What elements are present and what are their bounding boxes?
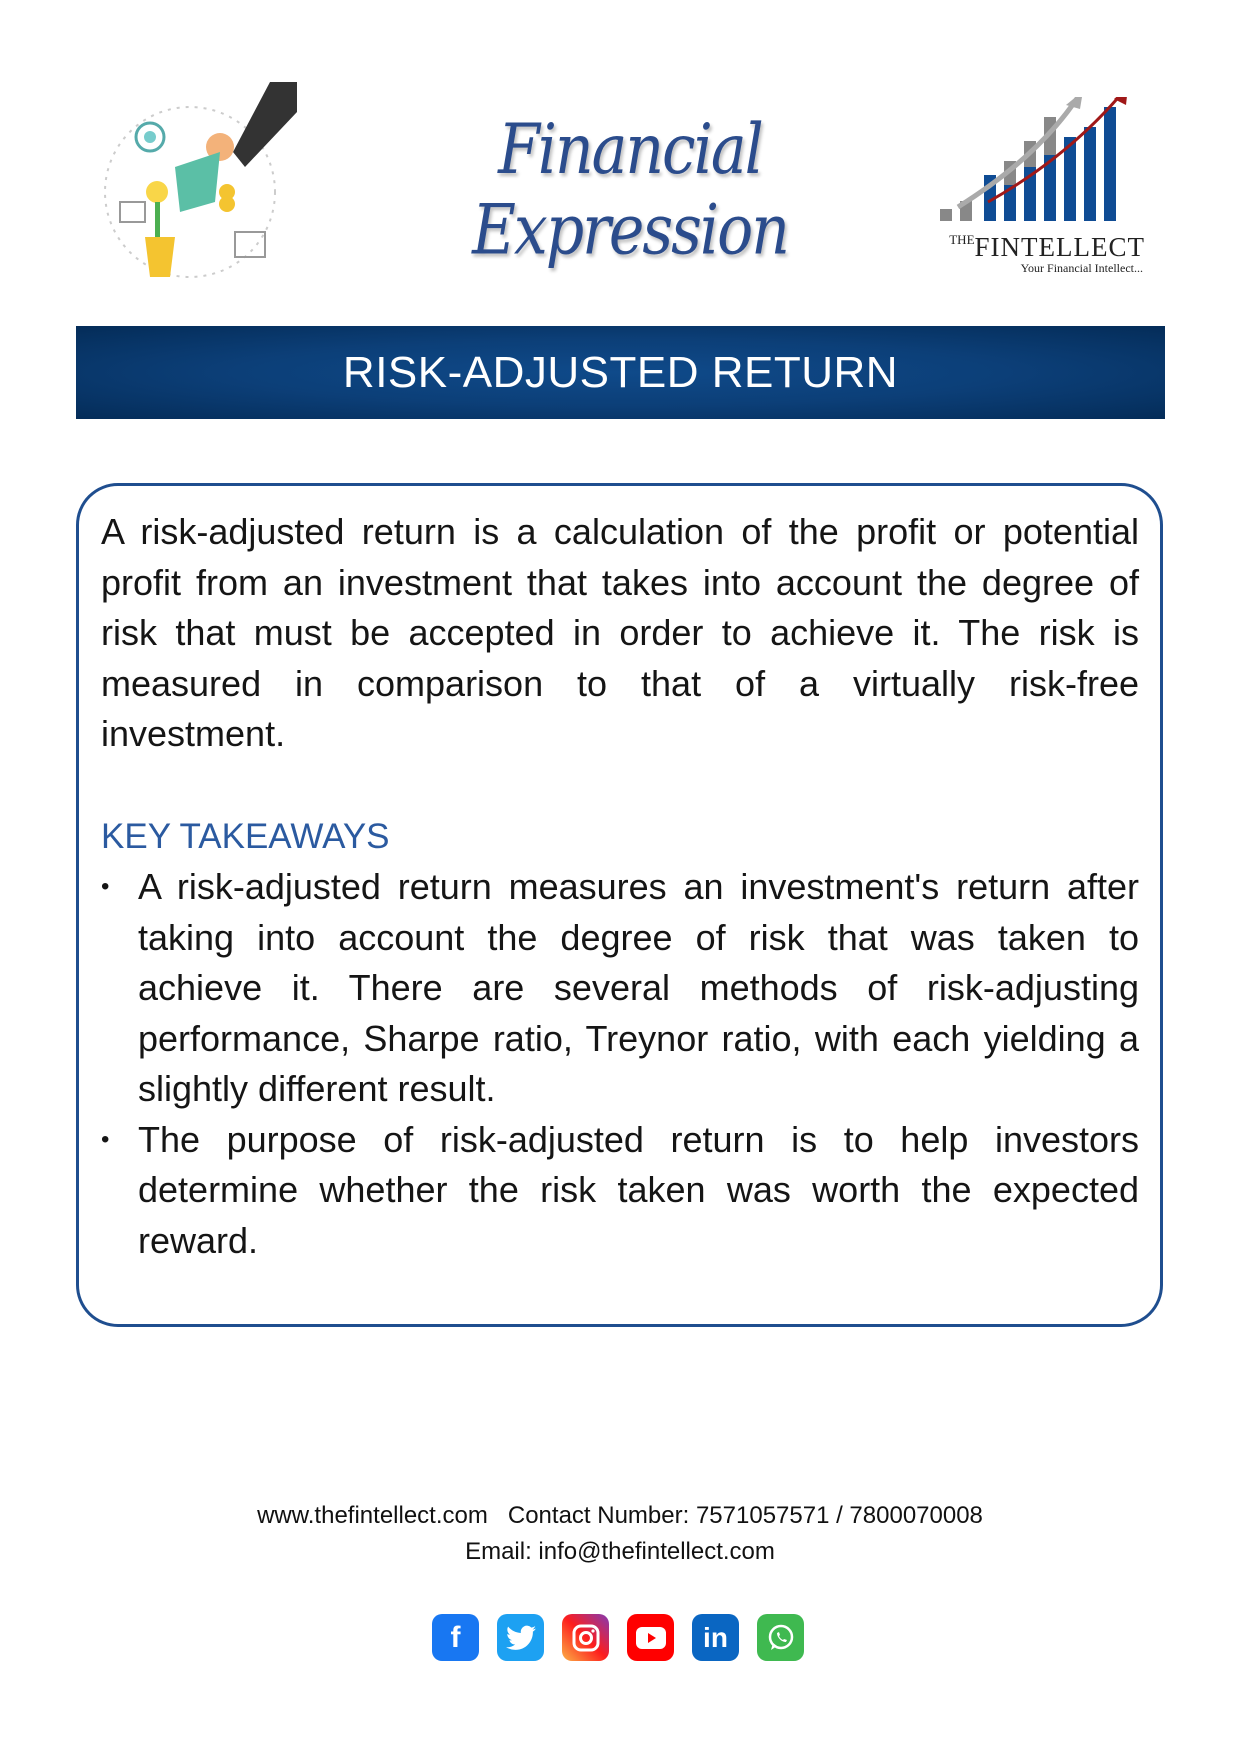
instagram-icon[interactable]	[562, 1614, 609, 1661]
whatsapp-icon[interactable]	[757, 1614, 804, 1661]
topic-title: RISK-ADJUSTED RETURN	[342, 347, 899, 397]
brand-prefix: THE	[949, 232, 975, 247]
bullet-icon: •	[101, 1125, 110, 1153]
brand-name-text: FINTELLECT	[974, 232, 1145, 262]
intro-paragraph: A risk-adjusted return is a calculation of the profit or potential profit from an investment that takes into account the degree of risk that must be accepted in order to achieve it. The risk is measured in comparison to that of a virtually risk-free investment.	[101, 511, 1139, 754]
brand-name	[938, 232, 1145, 263]
list-item	[101, 862, 1139, 1115]
list-item	[101, 1115, 1139, 1267]
twitter-icon[interactable]	[497, 1614, 544, 1661]
financial-growth-illustration	[95, 82, 297, 282]
key-takeaways-heading: KEY TAKEAWAYS	[101, 816, 390, 856]
website-link[interactable]: www.thefintellect.com	[257, 1502, 488, 1529]
publication-title: Financial Expression	[472, 109, 788, 271]
bullet-icon: •	[101, 873, 110, 900]
takeaways-list	[101, 862, 1139, 1266]
youtube-icon[interactable]	[627, 1614, 674, 1661]
social-links	[432, 1614, 804, 1661]
footer-email[interactable]: Email: info@thefintellect.com	[465, 1538, 775, 1565]
facebook-icon[interactable]: f	[432, 1614, 479, 1661]
brand-tagline: Your Financial Intellect...	[1020, 261, 1143, 275]
topic-banner	[76, 326, 1165, 419]
takeaway-text: A risk-adjusted return measures an investment's return after taking into account the degree of risk that was taken to achieve it. There are several methods of risk-adjusting performance, Sharpe ratio, Treynor ratio, with each yielding a slightly different result.	[138, 866, 1139, 1109]
contact-number: Contact Number: 7571057571 / 7800070008	[507, 1502, 983, 1529]
linkedin-icon[interactable]: in	[692, 1614, 739, 1661]
content-body	[101, 507, 1139, 1266]
takeaway-text: The purpose of risk-adjusted return is to help investors determine whether the risk taken was worth the expected reward.	[138, 1118, 1139, 1261]
footer-contact-line	[0, 1502, 1240, 1530]
